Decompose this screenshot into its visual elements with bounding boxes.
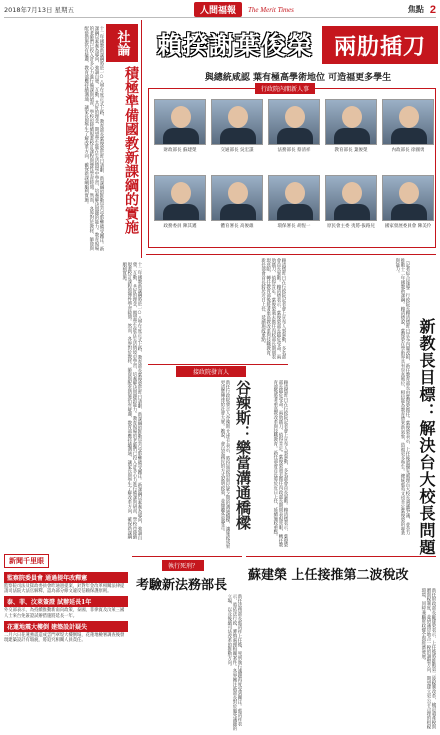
portrait — [268, 175, 320, 229]
portrait-photo — [154, 175, 206, 221]
spokesman-tag: 接政院發言人 — [176, 366, 246, 377]
divider — [246, 556, 436, 557]
portrait-photo — [268, 99, 320, 145]
spokesman-body: 新任行政院發言人谷辣斯‧尤達卡表示，將扮演政府與民眾之間的溝通橋樑，讓施政成果更清楚傳達給社會大眾。她說，會以更親民的方式說明政策，並傾聽各界聲音。 — [219, 380, 230, 549]
portrait-caption: 法務部長 蔡清祥 — [277, 148, 311, 153]
tax-body: 新任財政部長蘇建榮表示，上任後將推動第二波稅制改革，檢討遺產稅與贈與稅制度，並研議房地合一稅的調整方向，期望建立更公平合理的租稅環境，同時兼顧財政健全與經濟發展。 — [420, 588, 436, 729]
page-number: 2 — [429, 3, 436, 16]
main-headline: 賴揆謝葉俊榮 — [156, 31, 313, 60]
editorial-continued: 十二年國教新課綱將於一○八學年度正式上路，教育部長葉俊榮於昨日請辭，新課綱的推動是否受影響備受關注。新課綱以素養為導向，強調自發、互動、共好的理念，期望學生能在生活情境中學習，培養解決問題的能力。教育現場的老師們已投入許多心力進行備課與研習，學校也陸續規畫校訂課程與彈性學習時間。然而，各界對於教材、師資與配套措施仍有疑慮，教育部應持續溝通，讓家長與學生了解改革方向，確保新課綱順利實施。 — [121, 262, 142, 540]
portrait — [325, 99, 377, 153]
portrait-photo — [325, 99, 377, 145]
portrait-caption: 內政部長 徐國勇 — [391, 148, 425, 153]
portrait-caption: 財政部長 蘇建榮 — [163, 148, 197, 153]
brief-body: 監察院司法及獄政委員會昨通過提案，針對年金改革相關法律提請司法院大法官解釋，認為部分條文違反信賴保護原則。 — [4, 584, 125, 595]
portrait-caption: 體育署長 高俊雄 — [220, 224, 254, 229]
portrait-caption: 環保署長 胡恆一 — [277, 224, 311, 229]
news-briefs — [4, 548, 128, 734]
portrait-caption: 原民會主委 夷將‧拔路兒 — [327, 224, 375, 229]
justice-headline: 考驗新法務部長 — [136, 578, 228, 593]
divider — [146, 254, 436, 255]
right-story-body: （記者綜合報導）行政院長賴清德昨日宣布內閣改組，新任教育部長由葉俊榮擔任。葉俊榮表示，上任後將優先處理台大校長遴選爭議，並全力推動十二年國教新課綱。賴清德說，葉俊榮在學術界具有崇高地位，相信能為教育帶來新氣象，造福更多學生。總統蔡英文也肯定葉俊榮的專業與能力。 — [394, 258, 410, 536]
portrait-caption: 交通部長 吳宏謀 — [220, 148, 254, 153]
editorial-title: 積極準備國教新課綱的實施 — [123, 66, 139, 234]
portrait — [211, 175, 263, 229]
portrait-photo — [268, 175, 320, 221]
center-story-body: 賴清德昨日在行政院記者會上宣布人事異動，多名部會首長異動。賴清德表示，葉俊榮部長臨危受命，兩肋插刀，值得肯定。葉俊榮過去擔任內政部長期間表現亮眼，轉任教育部後將著重高教改革與技職教育。新任部會首長將於近日上任，延續施政重點。 — [260, 258, 286, 360]
right-story-headline: 新教長目標：解決台大校長問題 — [417, 318, 436, 556]
justice-tag: 執行死刑？ — [162, 560, 204, 571]
briefs-header: 新聞千里眼 — [4, 554, 49, 568]
tax-headline: 蘇建榮 上任接推第二波稅改 — [248, 568, 409, 583]
section-name: 焦點 — [407, 4, 424, 14]
portrait-photo — [382, 99, 434, 145]
portrait-photo — [211, 99, 263, 145]
portrait — [154, 175, 206, 229]
spokesman-headline: 谷辣斯：樂當溝通橋樑 — [234, 380, 252, 530]
portrait-caption: 政務委員 陳其邁 — [163, 224, 197, 229]
portrait-photo — [211, 175, 263, 221]
brief-body: 外交部表示，為持續推動新南向政策，泰國、菲律賓及汶萊三國人士來台免簽證試辦措施將延長一年。 — [4, 608, 125, 619]
newspaper-logo: 人間福報 — [194, 2, 242, 17]
portrait — [154, 99, 206, 153]
portrait-photo — [325, 175, 377, 221]
portrait-photo — [382, 175, 434, 221]
portrait — [268, 99, 320, 153]
editorial-tag: 社論 — [106, 24, 138, 62]
divider — [148, 364, 288, 365]
main-subheadline: 與總統咸認 葉有極高學術地位 可造福更多學生 — [204, 73, 392, 83]
portrait — [325, 175, 377, 229]
editorial-column — [4, 20, 142, 258]
photo-grid-title: 行政院內閣新人事 — [255, 83, 315, 94]
portrait-photo — [154, 99, 206, 145]
portrait-caption: 國家發展委員會 陳美伶 — [384, 224, 432, 229]
justice-body: 新任法務部長蔡清祥上任後，死刑執行議題再度受到關注。蔡清祥表示，將依法行政，審慎處理相關案件。各界關注新部長對於廢死議題的立場，以及後續司法改革的推動方向。 — [226, 594, 242, 731]
portrait — [382, 99, 434, 153]
main-headline-banner — [148, 22, 440, 66]
portrait — [211, 99, 263, 153]
brief-title: 花蓮地震大樓倒 建築設計疑失 — [4, 621, 128, 632]
newspaper-logo-en: The Merit Times — [248, 5, 294, 14]
brief-body: 二月六日花蓮強震造成雲門翠堤大樓倒塌，花蓮地檢署調查後發現建築設計有瑕疵，將追究相關人員責任。 — [4, 632, 125, 644]
center-continued: 賴清德昨日在行政院記者會上宣布人事異動，多名部會首長異動。賴清德表示，葉俊榮部長臨危受命，兩肋插刀，值得肯定。葉俊榮過去擔任內政部長期間表現亮眼，轉任教育部後將著重高教改革與技職教育。新任部會首長將於近日上任，延續施政重點。 — [272, 380, 288, 548]
portrait-caption: 教育部長 葉俊榮 — [334, 148, 368, 153]
brief-title: 監察院委員會 通過提年改釋憲 — [4, 572, 128, 583]
page-header — [4, 2, 436, 18]
portrait — [382, 175, 434, 229]
brief-title: 泰、菲、汶萊簽證 試辦延長1年 — [4, 596, 128, 607]
cabinet-photo-grid — [148, 88, 436, 248]
editorial-body: 十二年國教新課綱將於一○八學年度正式上路，教育部長葉俊榮於昨日請辭，新課綱的推動是否受影響備受關注。新課綱以素養為導向，強調自發、互動、共好的理念，期望學生能在生活情境中學習，培養解決問題的能力。教育現場的老師們已投入許多心力進行備課與研習，學校也陸續規畫校訂課程與彈性學習時間。然而，各界對於教材、師資與配套措施仍有疑慮，教育部應持續溝通，讓家長與學生了解改革方向，確保新課綱順利實施。 — [83, 26, 104, 251]
divider — [132, 556, 242, 557]
main-headline-accent: 兩肋插刀 — [322, 26, 438, 64]
issue-date: 2018年7月13日 星期五 — [4, 6, 75, 14]
